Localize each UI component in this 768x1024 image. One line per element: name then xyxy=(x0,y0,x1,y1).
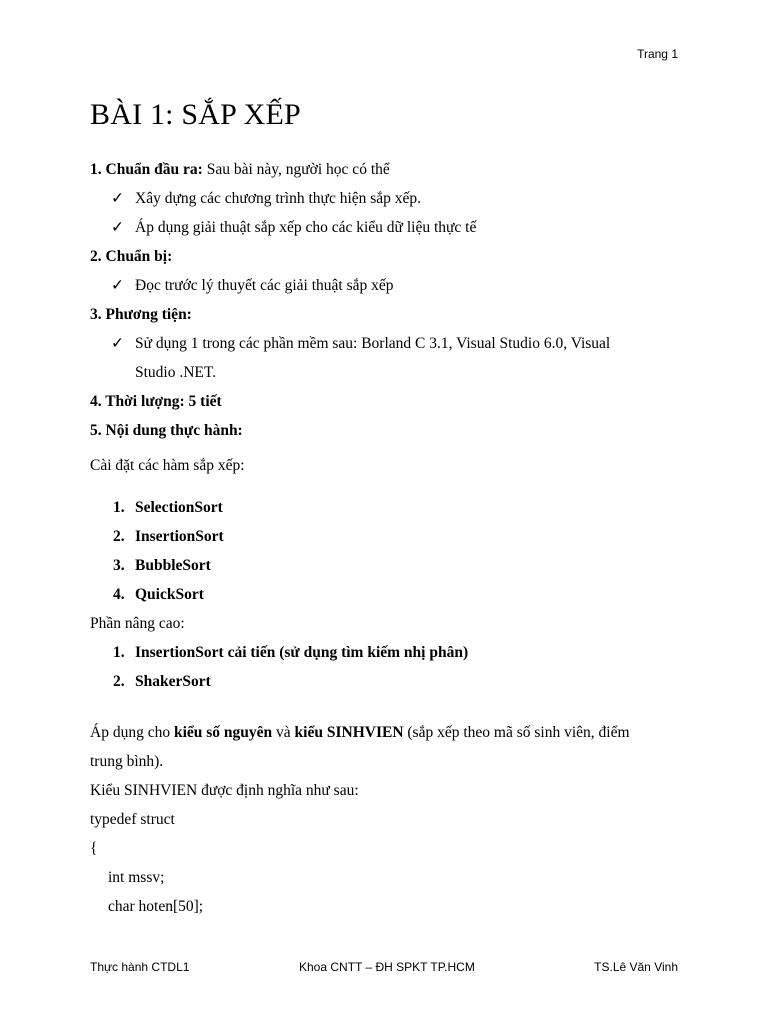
apply-paragraph xyxy=(90,718,690,747)
intro-text: Cài đặt các hàm sắp xếp: xyxy=(90,457,245,474)
footer-course: Thực hành CTDL1 xyxy=(90,960,190,974)
list-text: QuickSort xyxy=(135,586,204,603)
bullet-item xyxy=(90,329,690,358)
list-number: 4. xyxy=(113,586,125,603)
bullet-text: Đọc trước lý thuyết các giải thuật sắp xếp xyxy=(135,277,394,294)
apply-text: Áp dụng cho xyxy=(90,724,174,741)
list-item xyxy=(90,493,690,522)
apply-text: và xyxy=(272,724,295,741)
code-line: int mssv; xyxy=(108,869,165,886)
apply-emphasis: kiểu số nguyên xyxy=(173,724,273,741)
code-line: typedef struct xyxy=(90,811,175,828)
bullet-text: Sử dụng 1 trong các phần mềm sau: Borland C 3.1, Visual Studio 6.0, Visual xyxy=(135,335,611,352)
list-item xyxy=(90,580,690,609)
bullet-text: Xây dựng các chương trình thực hiện sắp xếp. xyxy=(135,190,422,207)
list-text: ShakerSort xyxy=(135,673,211,690)
bullet-continuation: Studio .NET. xyxy=(135,364,217,381)
checkmark-icon: ✓ xyxy=(111,219,124,236)
checkmark-icon: ✓ xyxy=(111,335,124,352)
page-number: Trang 1 xyxy=(637,47,678,61)
footer-author: TS.Lê Văn Vinh xyxy=(594,960,678,974)
list-item xyxy=(90,551,690,580)
list-item xyxy=(90,667,690,696)
list-text: InsertionSort cải tiến (sử dụng tìm kiếm nhị phân) xyxy=(135,644,469,661)
bullet-item xyxy=(90,213,690,242)
checkmark-icon: ✓ xyxy=(111,190,124,207)
struct-intro: Kiểu SINHVIEN được định nghĩa như sau: xyxy=(90,782,359,799)
advanced-heading: Phần nâng cao: xyxy=(90,615,185,632)
list-number: 1. xyxy=(113,644,125,661)
checkmark-icon: ✓ xyxy=(111,277,124,294)
list-text: InsertionSort xyxy=(135,528,224,545)
list-text: BubbleSort xyxy=(135,557,211,574)
bullet-item xyxy=(90,184,690,213)
code-line: char hoten[50]; xyxy=(108,898,204,915)
list-number: 3. xyxy=(113,557,125,574)
bullet-item xyxy=(90,271,690,300)
section-3-heading: 3. Phương tiện: xyxy=(90,306,192,323)
section-1-text: Sau bài này, người học có thể xyxy=(202,161,390,178)
section-5-heading: 5. Nội dung thực hành: xyxy=(90,422,243,439)
footer-faculty: Khoa CNTT – ĐH SPKT TP.HCM xyxy=(299,960,475,974)
page-footer xyxy=(90,960,678,978)
list-number: 2. xyxy=(113,528,125,545)
list-number: 1. xyxy=(113,499,125,516)
list-item xyxy=(90,522,690,551)
section-2-heading: 2. Chuẩn bị: xyxy=(90,248,173,265)
apply-paragraph-continuation: trung bình). xyxy=(90,753,164,770)
list-number: 2. xyxy=(113,673,125,690)
apply-emphasis: kiểu SINHVIEN xyxy=(294,724,404,741)
section-1-heading xyxy=(90,155,690,184)
bullet-text: Áp dụng giải thuật sắp xếp cho các kiểu dữ liệu thực tế xyxy=(135,219,477,236)
list-item xyxy=(90,638,690,667)
section-4-heading: 4. Thời lượng: 5 tiết xyxy=(90,393,222,410)
document-body xyxy=(90,155,690,921)
apply-text: (sắp xếp theo mã số sinh viên, điểm xyxy=(403,724,630,741)
code-line: { xyxy=(90,840,98,857)
page-title: BÀI 1: SẮP XẾP xyxy=(90,98,301,131)
section-1-label: 1. Chuẩn đầu ra: xyxy=(90,161,203,178)
list-text: SelectionSort xyxy=(135,499,223,516)
